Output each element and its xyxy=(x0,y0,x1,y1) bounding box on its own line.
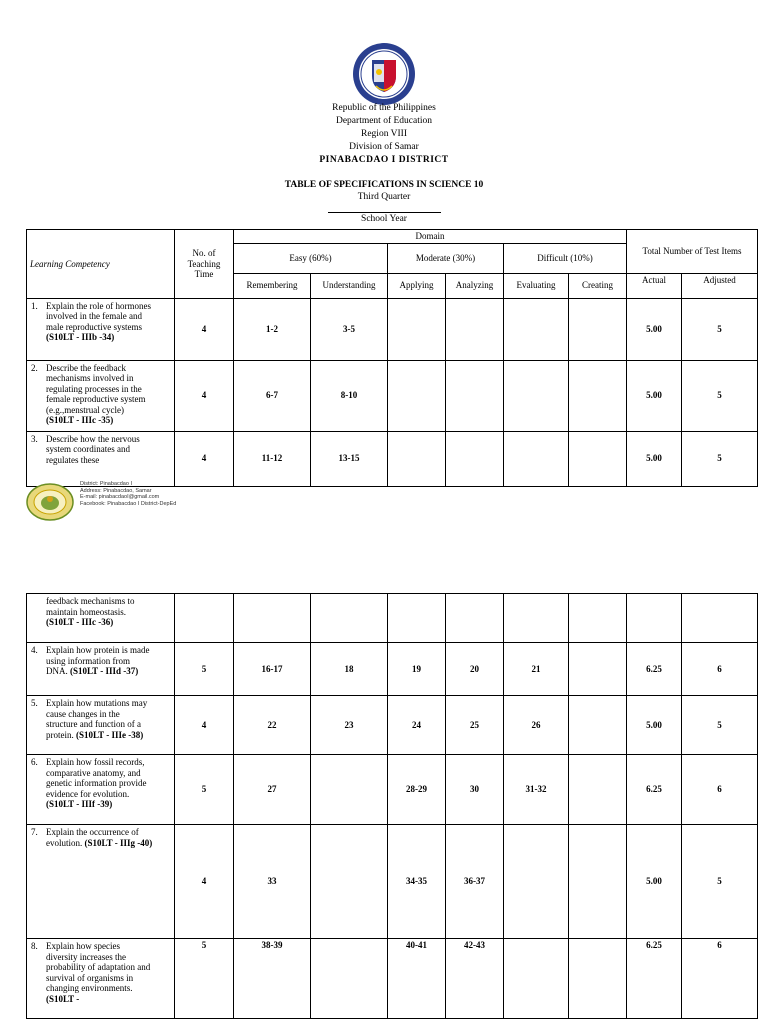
document-title: TABLE OF SPECIFICATIONS IN SCIENCE 10 xyxy=(284,180,484,190)
cell-time xyxy=(175,594,234,643)
cell-ana: 30 xyxy=(446,755,504,825)
competency-text: Explain the occurrence of evolution. xyxy=(46,827,139,848)
cell-cre xyxy=(569,431,627,486)
header-actual: Actual xyxy=(627,273,682,298)
cell-app xyxy=(388,360,446,431)
header-learning-competency: Learning Competency xyxy=(27,230,175,299)
cell-actual xyxy=(627,594,682,643)
cell-eva xyxy=(504,594,569,643)
learning-competency-cell xyxy=(27,939,175,1019)
table-row xyxy=(27,298,758,360)
cell-eva xyxy=(504,939,569,1019)
cell-cre xyxy=(569,360,627,431)
competency-number: 3. xyxy=(31,433,38,444)
cell-app: 24 xyxy=(388,696,446,755)
table-row xyxy=(27,696,758,755)
cell-adjusted: 5 xyxy=(682,431,758,486)
cell-actual: 5.00 xyxy=(627,360,682,431)
learning-competency-cell xyxy=(27,360,175,431)
cell-time: 4 xyxy=(175,431,234,486)
competency-code: (S10LT - IIIc -35) xyxy=(46,415,114,425)
competency-code: (S10LT - IIIg -40) xyxy=(84,837,153,848)
cell-und xyxy=(311,594,388,643)
cell-cre xyxy=(569,298,627,360)
cell-app xyxy=(388,594,446,643)
cell-app: 19 xyxy=(388,643,446,696)
table-row xyxy=(27,431,758,486)
competency-text: Explain the role of hormones involved in the female and male reproductive systems xyxy=(46,300,151,332)
footer-facebook: Facebook: Pinabacdao I District-DepEd xyxy=(80,500,177,507)
cell-app: 34-35 xyxy=(388,825,446,939)
header-analyzing: Analyzing xyxy=(446,273,504,298)
header-creating: Creating xyxy=(569,273,627,298)
learning-competency-cell xyxy=(27,696,175,755)
cell-time: 4 xyxy=(175,360,234,431)
competency-number: 1. xyxy=(31,300,38,311)
cell-actual: 6.25 xyxy=(627,643,682,696)
cell-ana: 20 xyxy=(446,643,504,696)
learning-competency-cell xyxy=(27,298,175,360)
learning-competency-cell xyxy=(27,755,175,825)
header-evaluating: Evaluating xyxy=(504,273,569,298)
cell-time: 5 xyxy=(175,643,234,696)
department-line: Department of Education xyxy=(335,116,433,126)
cell-cre xyxy=(569,939,627,1019)
cell-time: 4 xyxy=(175,298,234,360)
competency-text: Describe how the nervous system coordinates and regulates these xyxy=(46,433,140,465)
table-body-page-1 xyxy=(27,298,758,486)
cell-eva xyxy=(504,825,569,939)
cell-adjusted: 5 xyxy=(682,825,758,939)
table-row xyxy=(27,755,758,825)
cell-adjusted: 6 xyxy=(682,643,758,696)
competency-text: Explain how species diversity increases the probability of adaptation and survival of organisms in changing environments. xyxy=(46,941,151,993)
cell-time: 5 xyxy=(175,939,234,1019)
cell-adjusted: 5 xyxy=(682,298,758,360)
cell-time: 4 xyxy=(175,696,234,755)
cell-eva xyxy=(504,360,569,431)
cell-rem: 27 xyxy=(234,755,311,825)
footer-email: E-mail: pinabacdaoI@gmail.com xyxy=(80,494,160,500)
learning-competency-cell xyxy=(27,643,175,696)
header-difficult: Difficult (10%) xyxy=(504,243,627,273)
cell-cre xyxy=(569,825,627,939)
learning-competency-cell xyxy=(27,594,175,643)
school-year-blank xyxy=(328,212,441,213)
cell-eva: 26 xyxy=(504,696,569,755)
header-total-items: Total Number of Test Items xyxy=(627,230,758,274)
cell-rem: 33 xyxy=(234,825,311,939)
learning-competency-cell xyxy=(27,825,175,939)
deped-seal-logo xyxy=(352,42,416,106)
cell-actual: 5.00 xyxy=(627,696,682,755)
competency-text: Explain how protein is made using information from DNA. xyxy=(46,645,150,676)
competency-text: Explain how mutations may cause changes in the structure and function of a protein. xyxy=(46,698,148,740)
footer-district: District: Pinabacdao I xyxy=(80,481,132,487)
specifications-table-page-2 xyxy=(26,593,758,1019)
competency-number: 4. xyxy=(31,645,38,655)
cell-ana xyxy=(446,431,504,486)
header-understanding: Understanding xyxy=(311,273,388,298)
competency-code: (S10LT - IIId -37) xyxy=(70,666,139,676)
competency-number: 5. xyxy=(31,698,38,708)
cell-und xyxy=(311,939,388,1019)
cell-actual: 5.00 xyxy=(627,431,682,486)
cell-und: 3-5 xyxy=(311,298,388,360)
header-domain: Domain xyxy=(234,230,627,244)
competency-number: 2. xyxy=(31,362,38,373)
competency-code: (S10LT - IIIe -38) xyxy=(76,729,144,740)
cell-adjusted: 6 xyxy=(682,939,758,1019)
cell-ana: 42-43 xyxy=(446,939,504,1019)
republic-line: Republic of the Philippines xyxy=(332,103,436,113)
cell-eva xyxy=(504,298,569,360)
competency-code: (S10LT - IIIb -34) xyxy=(46,332,115,342)
header-adjusted: Adjusted xyxy=(682,273,758,298)
header-moderate: Moderate (30%) xyxy=(388,243,504,273)
competency-text: feedback mechanisms to maintain homeostasis. xyxy=(46,596,135,617)
cell-und: 18 xyxy=(311,643,388,696)
cell-actual: 6.25 xyxy=(627,755,682,825)
cell-rem xyxy=(234,594,311,643)
cell-rem: 22 xyxy=(234,696,311,755)
footer-address: Address: Pinabacdao, Samar xyxy=(80,487,152,494)
competency-code: (S10LT - IIIf -39) xyxy=(46,799,113,809)
cell-adjusted: 6 xyxy=(682,755,758,825)
cell-rem: 38-39 xyxy=(234,939,311,1019)
cell-app: 40-41 xyxy=(388,939,446,1019)
competency-code: (S10LT - IIIc -36) xyxy=(46,617,114,627)
cell-cre xyxy=(569,696,627,755)
table-row xyxy=(27,594,758,643)
cell-und xyxy=(311,825,388,939)
cell-und xyxy=(311,755,388,825)
table-row xyxy=(27,643,758,696)
cell-ana xyxy=(446,594,504,643)
table-body-page-2 xyxy=(27,594,758,1019)
cell-app xyxy=(388,298,446,360)
cell-und: 13-15 xyxy=(311,431,388,486)
header-teaching-time: No. of Teaching Time xyxy=(175,230,234,299)
header-applying: Applying xyxy=(388,273,446,298)
table-row xyxy=(27,939,758,1019)
cell-ana: 25 xyxy=(446,696,504,755)
cell-actual: 5.00 xyxy=(627,298,682,360)
cell-ana xyxy=(446,360,504,431)
region-line: Region VIII xyxy=(361,129,407,139)
cell-actual: 6.25 xyxy=(627,939,682,1019)
header-easy: Easy (60%) xyxy=(234,243,388,273)
competency-number: 7. xyxy=(31,827,38,837)
cell-app xyxy=(388,431,446,486)
cell-rem: 11-12 xyxy=(234,431,311,486)
cell-ana: 36-37 xyxy=(446,825,504,939)
competency-number: 6. xyxy=(31,757,38,767)
cell-cre xyxy=(569,594,627,643)
cell-eva: 31-32 xyxy=(504,755,569,825)
table-row xyxy=(27,825,758,939)
quarter-label: Third Quarter xyxy=(357,192,411,202)
cell-adjusted xyxy=(682,594,758,643)
cell-eva xyxy=(504,431,569,486)
cell-time: 5 xyxy=(175,755,234,825)
cell-time: 4 xyxy=(175,825,234,939)
division-line: Division of Samar xyxy=(349,142,419,152)
competency-text: Explain how fossil records, comparative anatomy, and genetic information provide evidence for evolution. xyxy=(46,757,147,799)
cell-adjusted: 5 xyxy=(682,696,758,755)
cell-und: 23 xyxy=(311,696,388,755)
cell-cre xyxy=(569,643,627,696)
specifications-table-page-1 xyxy=(26,229,758,487)
cell-actual: 5.00 xyxy=(627,825,682,939)
cell-rem: 1-2 xyxy=(234,298,311,360)
cell-rem: 6-7 xyxy=(234,360,311,431)
district-line: PINABACDAO I DISTRICT xyxy=(319,155,449,165)
school-year-label: School Year xyxy=(361,214,407,224)
district-seal-logo xyxy=(26,483,74,521)
cell-eva: 21 xyxy=(504,643,569,696)
cell-cre xyxy=(569,755,627,825)
district-footer xyxy=(26,481,326,521)
competency-number: 8. xyxy=(31,941,38,951)
learning-competency-cell xyxy=(27,431,175,486)
cell-ana xyxy=(446,298,504,360)
header-remembering: Remembering xyxy=(234,273,311,298)
cell-adjusted: 5 xyxy=(682,360,758,431)
competency-text: Describe the feedback mechanisms involved in regulating processes in the female reproductive system (e.g.,menstrual cycle) xyxy=(46,362,146,415)
cell-und: 8-10 xyxy=(311,360,388,431)
competency-code: (S10LT - xyxy=(46,993,80,1004)
cell-rem: 16-17 xyxy=(234,643,311,696)
table-row xyxy=(27,360,758,431)
cell-app: 28-29 xyxy=(388,755,446,825)
